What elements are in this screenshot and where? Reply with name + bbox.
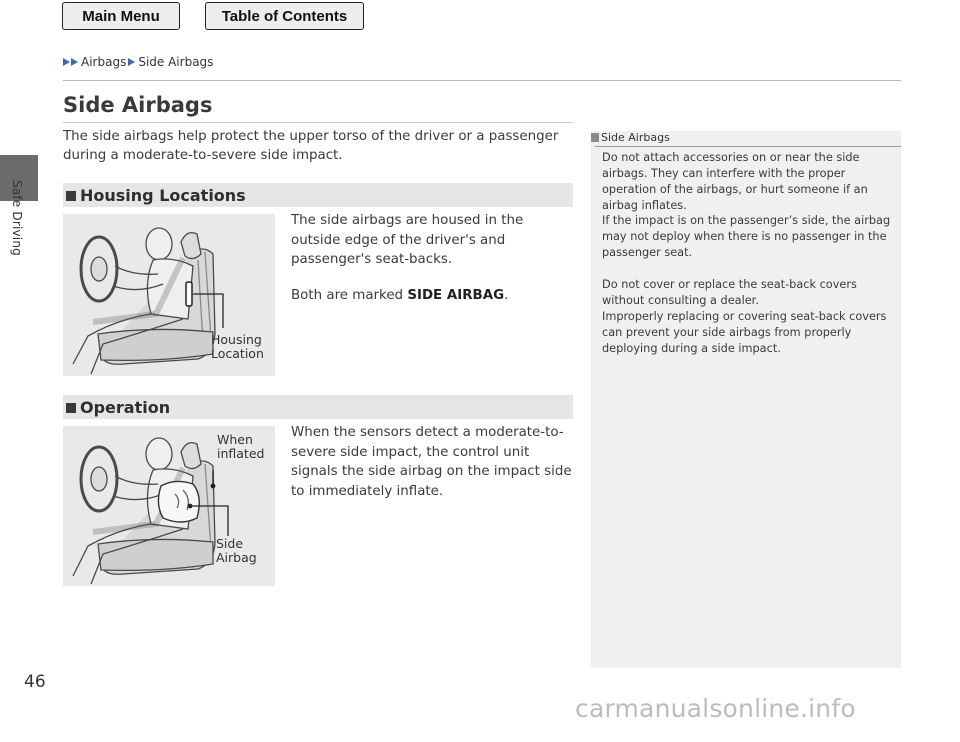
note-paragraph-3: Do not cover or replace the seat-back covers without consulting a dealer. xyxy=(602,278,857,307)
section-bullet-icon xyxy=(66,191,76,201)
intro-paragraph: The side airbags help protect the upper torso of the driver or a passenger during a moderate-to-severe side impact. xyxy=(63,129,559,163)
section-bullet-icon xyxy=(66,403,76,413)
table-of-contents-button[interactable]: Table of Contents xyxy=(205,2,364,30)
when-inflated-callout: When inflated xyxy=(217,432,265,461)
note-reference-icon xyxy=(591,133,599,142)
main-menu-button[interactable]: Main Menu xyxy=(62,2,180,30)
page-number: 46 xyxy=(24,672,46,692)
note-paragraph-4: Improperly replacing or covering seat-back covers can prevent your side airbags from properly deploying during a side impact. xyxy=(602,310,887,355)
title-divider xyxy=(63,122,573,123)
side-airbag-label: SIDE AIRBAG xyxy=(407,288,505,303)
breadcrumb-arrow-icon xyxy=(63,58,70,66)
notes-divider xyxy=(595,146,901,147)
breadcrumb xyxy=(63,55,213,69)
section-tab-label: Safe Driving xyxy=(10,180,24,256)
operation-paragraph: When the sensors detect a moderate-to-severe side impact, the control unit signals the side airbag on the impact side to immediately inflate. xyxy=(291,425,572,499)
note-paragraph-1: Do not attach accessories on or near the side airbags. They can interfere with the proper operation of the airbags, or hurt someone if an airbag inflates. xyxy=(602,151,868,212)
operation-header xyxy=(63,395,573,419)
housing-marking-paragraph: Both are marked SIDE AIRBAG. xyxy=(291,288,509,303)
page-title: Side Airbags xyxy=(63,93,213,117)
operation-title: Operation xyxy=(80,397,171,417)
housing-paragraph: The side airbags are housed in the outside edge of the driver's and passenger's seat-backs. xyxy=(291,213,524,267)
breadcrumb-arrow-icon xyxy=(71,58,78,66)
breadcrumb-arrow-icon xyxy=(128,58,135,66)
breadcrumb-link-airbags[interactable]: Airbags xyxy=(81,55,127,69)
watermark: carmanualsonline.info xyxy=(575,694,856,723)
notes-header xyxy=(591,131,901,144)
breadcrumb-current: Side Airbags xyxy=(138,55,214,69)
note-paragraph-2: If the impact is on the passenger’s side, the airbag may not deploy when there is no passenger in the passenger seat. xyxy=(602,214,891,259)
housing-locations-title: Housing Locations xyxy=(80,185,246,205)
header-divider xyxy=(63,80,901,81)
housing-location-callout: Housing Location xyxy=(211,332,264,361)
side-airbag-callout: Side Airbag xyxy=(216,536,257,565)
housing-locations-header xyxy=(63,183,573,207)
notes-title: Side Airbags xyxy=(601,131,670,144)
